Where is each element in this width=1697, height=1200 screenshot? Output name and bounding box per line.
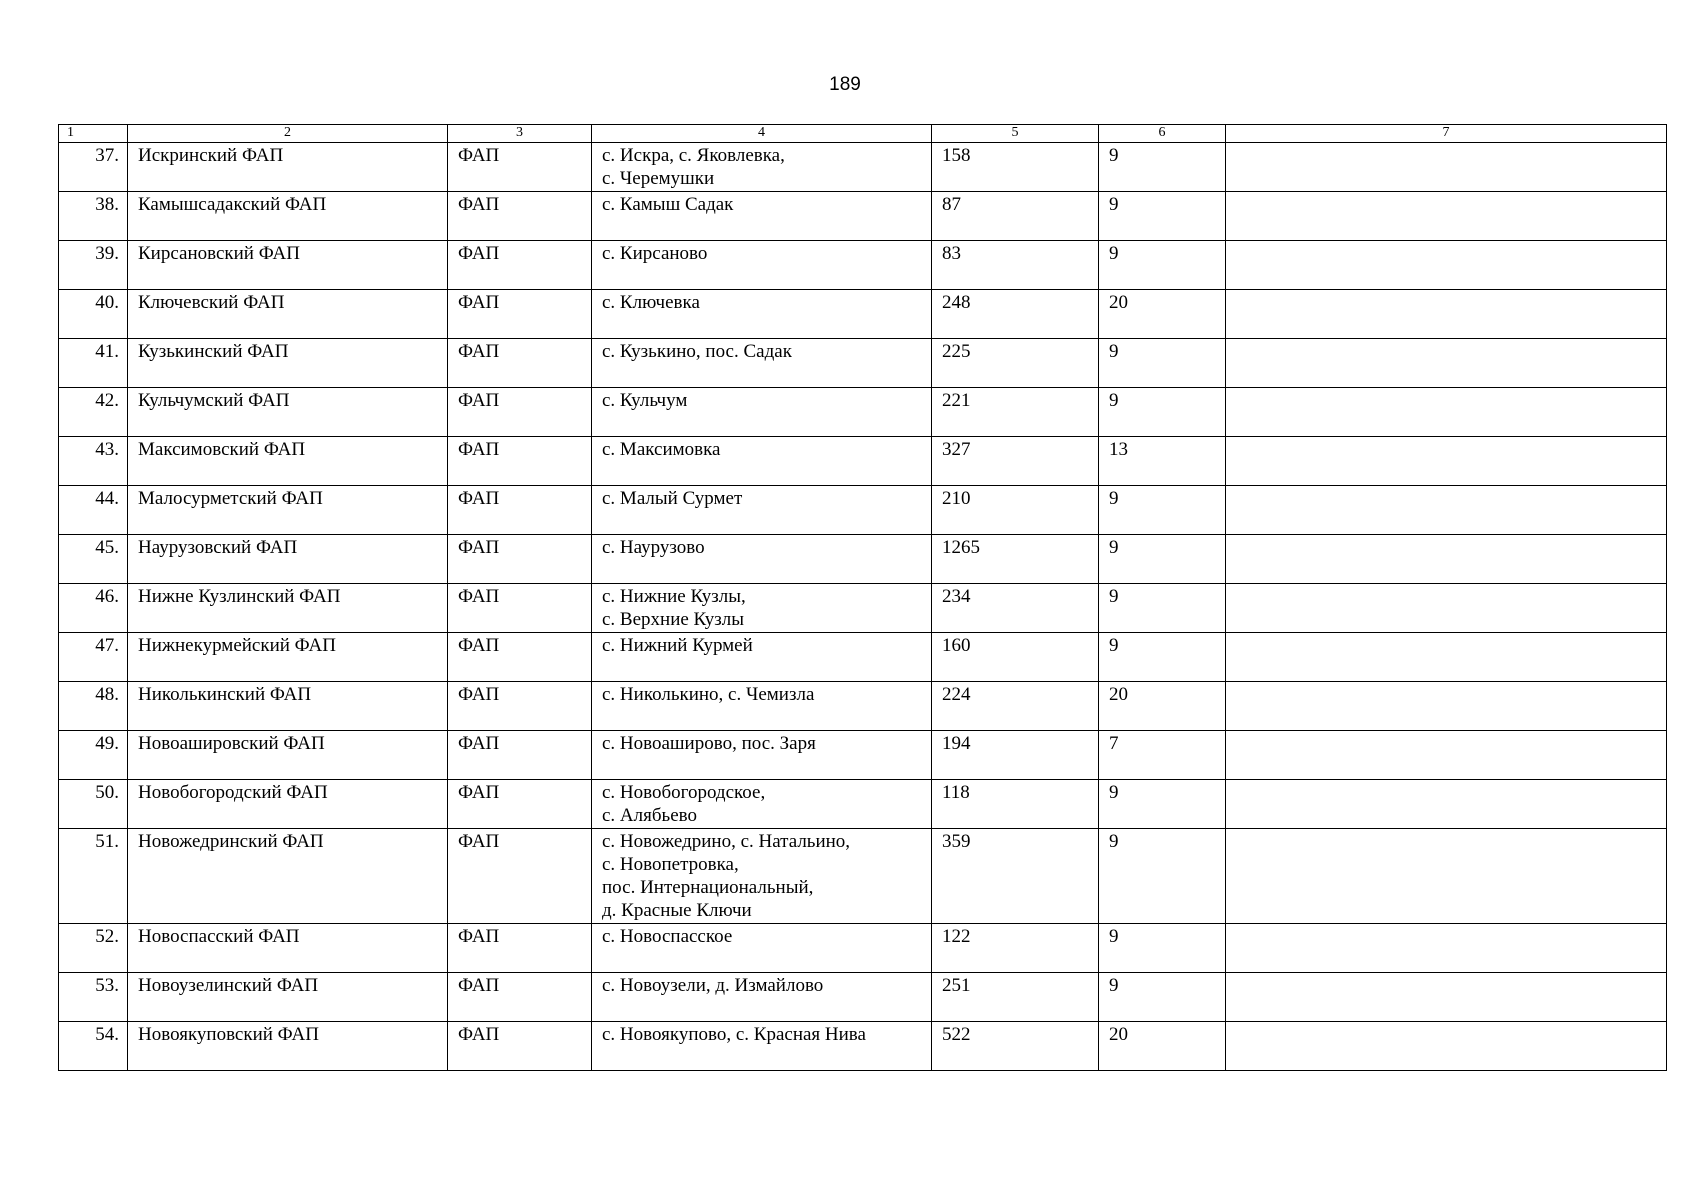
- facilities-table: [58, 124, 1667, 1071]
- locality-cell: с. Максимовка: [592, 437, 932, 486]
- population-cell: 194: [932, 731, 1099, 780]
- table-row: [59, 437, 1667, 486]
- column-number: 4: [592, 125, 932, 143]
- population-cell: 160: [932, 633, 1099, 682]
- note-cell: [1226, 388, 1667, 437]
- population-cell: 251: [932, 973, 1099, 1022]
- distance-cell: 9: [1099, 633, 1226, 682]
- distance-cell: 9: [1099, 339, 1226, 388]
- facility-type-cell: ФАП: [448, 973, 592, 1022]
- population-cell: 248: [932, 290, 1099, 339]
- facility-name-cell: Наурузовский ФАП: [128, 535, 448, 584]
- table-row: [59, 731, 1667, 780]
- note-cell: [1226, 143, 1667, 192]
- locality-cell: с. Новоякупово, с. Красная Нива: [592, 1022, 932, 1071]
- facility-name-cell: Максимовский ФАП: [128, 437, 448, 486]
- table-row: [59, 241, 1667, 290]
- distance-cell: 20: [1099, 1022, 1226, 1071]
- facility-type-cell: ФАП: [448, 241, 592, 290]
- population-cell: 224: [932, 682, 1099, 731]
- table-row: [59, 1022, 1667, 1071]
- distance-cell: 9: [1099, 535, 1226, 584]
- facility-name-cell: Кирсановский ФАП: [128, 241, 448, 290]
- facility-name-cell: Новоякуповский ФАП: [128, 1022, 448, 1071]
- row-number-cell: 47.: [59, 633, 128, 682]
- locality-cell: с. Нижний Курмей: [592, 633, 932, 682]
- row-number-cell: 37.: [59, 143, 128, 192]
- population-cell: 359: [932, 829, 1099, 924]
- facility-type-cell: ФАП: [448, 924, 592, 973]
- table-row: [59, 143, 1667, 192]
- note-cell: [1226, 486, 1667, 535]
- facility-name-cell: Камышсадакский ФАП: [128, 192, 448, 241]
- population-cell: 1265: [932, 535, 1099, 584]
- row-number-cell: 46.: [59, 584, 128, 633]
- population-cell: 522: [932, 1022, 1099, 1071]
- note-cell: [1226, 1022, 1667, 1071]
- facility-type-cell: ФАП: [448, 633, 592, 682]
- population-cell: 234: [932, 584, 1099, 633]
- row-number-cell: 40.: [59, 290, 128, 339]
- table-row: [59, 535, 1667, 584]
- facility-type-cell: ФАП: [448, 143, 592, 192]
- facility-name-cell: Новоузелинский ФАП: [128, 973, 448, 1022]
- distance-cell: 7: [1099, 731, 1226, 780]
- row-number-cell: 38.: [59, 192, 128, 241]
- distance-cell: 9: [1099, 924, 1226, 973]
- row-number-cell: 39.: [59, 241, 128, 290]
- facility-name-cell: Нижнекурмейский ФАП: [128, 633, 448, 682]
- population-cell: 158: [932, 143, 1099, 192]
- facility-type-cell: ФАП: [448, 388, 592, 437]
- row-number-cell: 50.: [59, 780, 128, 829]
- row-number-cell: 42.: [59, 388, 128, 437]
- distance-cell: 9: [1099, 143, 1226, 192]
- facility-name-cell: Кульчумский ФАП: [128, 388, 448, 437]
- locality-cell: с. Новоузели, д. Измайлово: [592, 973, 932, 1022]
- note-cell: [1226, 973, 1667, 1022]
- facility-type-cell: ФАП: [448, 1022, 592, 1071]
- note-cell: [1226, 437, 1667, 486]
- column-number-row: [59, 125, 1667, 143]
- locality-cell: с. Кульчум: [592, 388, 932, 437]
- note-cell: [1226, 584, 1667, 633]
- distance-cell: 9: [1099, 486, 1226, 535]
- table-row: [59, 486, 1667, 535]
- locality-cell: с. Ключевка: [592, 290, 932, 339]
- column-number: 3: [448, 125, 592, 143]
- facility-type-cell: ФАП: [448, 535, 592, 584]
- column-number: 5: [932, 125, 1099, 143]
- table-row: [59, 290, 1667, 339]
- distance-cell: 9: [1099, 388, 1226, 437]
- locality-cell: с. Новоаширово, пос. Заря: [592, 731, 932, 780]
- distance-cell: 13: [1099, 437, 1226, 486]
- note-cell: [1226, 339, 1667, 388]
- table-row: [59, 388, 1667, 437]
- distance-cell: 9: [1099, 780, 1226, 829]
- table-row: [59, 682, 1667, 731]
- facility-type-cell: ФАП: [448, 192, 592, 241]
- facility-type-cell: ФАП: [448, 780, 592, 829]
- population-cell: 327: [932, 437, 1099, 486]
- population-cell: 118: [932, 780, 1099, 829]
- distance-cell: 9: [1099, 241, 1226, 290]
- column-number: 2: [128, 125, 448, 143]
- locality-cell: с. Нижние Кузлы, с. Верхние Кузлы: [592, 584, 932, 633]
- table-row: [59, 633, 1667, 682]
- distance-cell: 9: [1099, 829, 1226, 924]
- facility-name-cell: Нижне Кузлинский ФАП: [128, 584, 448, 633]
- note-cell: [1226, 924, 1667, 973]
- row-number-cell: 41.: [59, 339, 128, 388]
- table-row: [59, 780, 1667, 829]
- note-cell: [1226, 829, 1667, 924]
- population-cell: 122: [932, 924, 1099, 973]
- note-cell: [1226, 192, 1667, 241]
- row-number-cell: 54.: [59, 1022, 128, 1071]
- facility-name-cell: Новобогородский ФАП: [128, 780, 448, 829]
- distance-cell: 9: [1099, 192, 1226, 241]
- facility-type-cell: ФАП: [448, 290, 592, 339]
- facility-name-cell: Ключевский ФАП: [128, 290, 448, 339]
- row-number-cell: 52.: [59, 924, 128, 973]
- table-row: [59, 339, 1667, 388]
- facility-name-cell: Малосурметский ФАП: [128, 486, 448, 535]
- facility-type-cell: ФАП: [448, 486, 592, 535]
- note-cell: [1226, 682, 1667, 731]
- row-number-cell: 45.: [59, 535, 128, 584]
- facility-name-cell: Новоспасский ФАП: [128, 924, 448, 973]
- facility-type-cell: ФАП: [448, 682, 592, 731]
- page-number: 189: [829, 74, 861, 95]
- locality-cell: с. Новожедрино, с. Натальино, с. Новопетровка, пос. Интернациональный, д. Красные Ключи: [592, 829, 932, 924]
- row-number-cell: 44.: [59, 486, 128, 535]
- facility-type-cell: ФАП: [448, 731, 592, 780]
- locality-cell: с. Кузькино, пос. Садак: [592, 339, 932, 388]
- facility-type-cell: ФАП: [448, 584, 592, 633]
- locality-cell: с. Новобогородское, с. Алябьево: [592, 780, 932, 829]
- locality-cell: с. Камыш Садак: [592, 192, 932, 241]
- locality-cell: с. Кирсаново: [592, 241, 932, 290]
- note-cell: [1226, 633, 1667, 682]
- population-cell: 225: [932, 339, 1099, 388]
- row-number-cell: 49.: [59, 731, 128, 780]
- row-number-cell: 51.: [59, 829, 128, 924]
- population-cell: 87: [932, 192, 1099, 241]
- population-cell: 210: [932, 486, 1099, 535]
- distance-cell: 9: [1099, 973, 1226, 1022]
- facility-name-cell: Новожедринский ФАП: [128, 829, 448, 924]
- locality-cell: с. Наурузово: [592, 535, 932, 584]
- population-cell: 83: [932, 241, 1099, 290]
- population-cell: 221: [932, 388, 1099, 437]
- note-cell: [1226, 241, 1667, 290]
- table-row: [59, 829, 1667, 924]
- facility-name-cell: Кузькинский ФАП: [128, 339, 448, 388]
- table-body: [59, 125, 1667, 1071]
- row-number-cell: 43.: [59, 437, 128, 486]
- facility-type-cell: ФАП: [448, 437, 592, 486]
- note-cell: [1226, 290, 1667, 339]
- table-row: [59, 584, 1667, 633]
- column-number: 1: [59, 125, 128, 143]
- locality-cell: с. Искра, с. Яковлевка, с. Черемушки: [592, 143, 932, 192]
- note-cell: [1226, 731, 1667, 780]
- distance-cell: 20: [1099, 290, 1226, 339]
- locality-cell: с. Николькино, с. Чемизла: [592, 682, 932, 731]
- distance-cell: 9: [1099, 584, 1226, 633]
- table-row: [59, 924, 1667, 973]
- row-number-cell: 53.: [59, 973, 128, 1022]
- facility-type-cell: ФАП: [448, 339, 592, 388]
- column-number: 7: [1226, 125, 1667, 143]
- column-number: 6: [1099, 125, 1226, 143]
- locality-cell: с. Малый Сурмет: [592, 486, 932, 535]
- facility-name-cell: Николькинский ФАП: [128, 682, 448, 731]
- note-cell: [1226, 535, 1667, 584]
- facility-name-cell: Искринский ФАП: [128, 143, 448, 192]
- row-number-cell: 48.: [59, 682, 128, 731]
- facility-name-cell: Новоашировский ФАП: [128, 731, 448, 780]
- table-row: [59, 973, 1667, 1022]
- distance-cell: 20: [1099, 682, 1226, 731]
- note-cell: [1226, 780, 1667, 829]
- table-row: [59, 192, 1667, 241]
- facility-type-cell: ФАП: [448, 829, 592, 924]
- locality-cell: с. Новоспасское: [592, 924, 932, 973]
